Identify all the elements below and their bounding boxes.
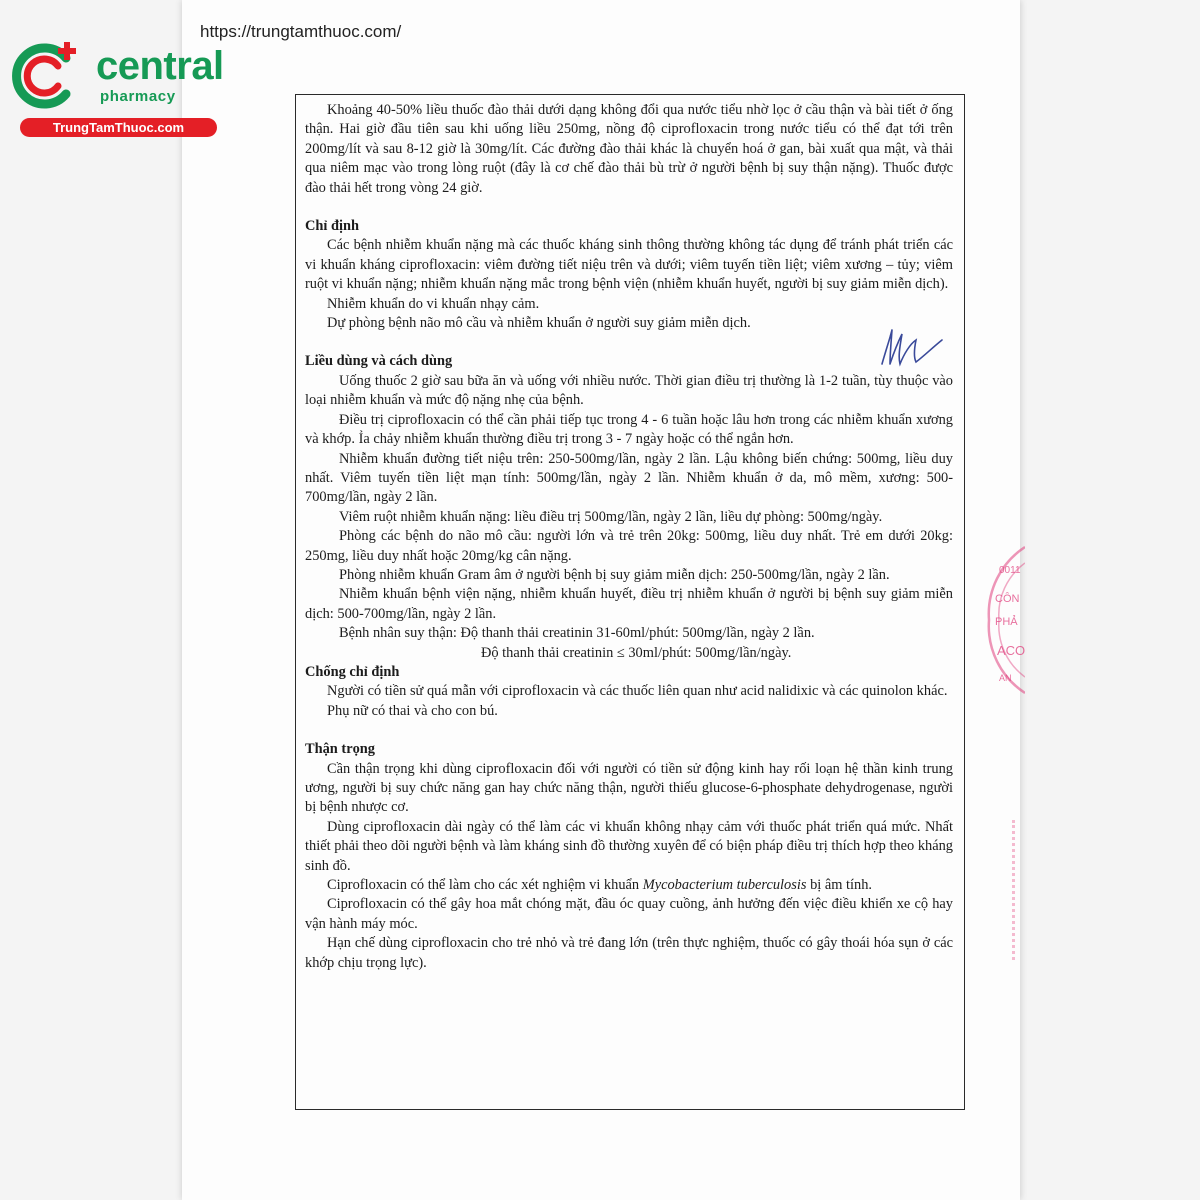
section-heading-chong-chi-dinh: Chống chỉ định: [305, 663, 400, 680]
paragraph: Cần thận trọng khi dùng ciprofloxacin đối với người có tiền sử động kinh hay rối loạn hệ thần kinh trung ương, người bị suy chức năng gan hay chức năng thận, người thiếu glucose-6-phosphate dehydrogenase, người bị bệnh nhược cơ.: [305, 760, 953, 816]
signature-mark: [876, 320, 946, 370]
document-content: [305, 101, 953, 973]
brand-logo[interactable]: [8, 36, 223, 136]
paragraph: Nhiễm khuẩn do vi khuẩn nhạy cảm.: [327, 295, 540, 312]
paragraph: Người có tiền sử quá mẫn với ciprofloxacin và các thuốc liên quan như acid nalidixic và các quinolon khác.: [327, 683, 948, 700]
brand-subtitle: pharmacy: [100, 88, 176, 105]
section-heading-than-trong: Thận trọng: [305, 741, 375, 758]
source-url[interactable]: https://trungtamthuoc.com/: [200, 22, 402, 41]
text-span: Ciprofloxacin có thể làm cho các xét nghiệm vi khuẩn: [327, 877, 640, 894]
italic-organism-name: Mycobacterium tuberculosis: [642, 877, 807, 894]
paragraph: Các bệnh nhiễm khuẩn nặng mà các thuốc kháng sinh thông thường không tác dụng để tránh phát triển các vi khuẩn kháng ciprofloxacin: viêm đường tiết niệu trên và dưới; viêm tuyến tiền liệt; viêm xương – tủy; viêm ruột vi khuẩn nặng; nhiễm khuẩn nặng mắc trong bệnh viện (nhiễm khuẩn huyết, người bị suy giảm miễn dịch).: [305, 237, 953, 293]
section-heading-lieu-dung: Liều dùng và cách dùng: [305, 353, 453, 370]
paragraph: Dùng ciprofloxacin dài ngày có thể làm các vi khuẩn không nhạy cảm với thuốc phát triển quá mức. Nhất thiết phải theo dõi người bệnh và làm kháng sinh đồ thường xuyên để có biện pháp điều trị thích hợp theo kháng sinh đồ.: [305, 818, 953, 874]
brand-name: central: [96, 44, 224, 88]
stamp-fragment: CÔN: [995, 593, 1020, 605]
section-heading-chi-dinh: Chỉ định: [305, 218, 360, 235]
paragraph: Nhiễm khuẩn đường tiết niệu trên: 250-500mg/lần, ngày 2 lần. Lậu không biến chứng: 500mg, liều duy nhất. Viêm tuyến tiền liệt mạn tính: 500mg/lần, ngày 2 lần. Nhiễm khuẩn ở da, mô mềm, xương: 500-700mg/lần, ngày 2 lần.: [305, 450, 953, 506]
stamp-fragment: AN: [999, 673, 1012, 683]
paragraph: Viêm ruột nhiễm khuẩn nặng: liều điều trị 500mg/lần, ngày 2 lần, liều dự phòng: 500mg/ngày.: [339, 508, 883, 525]
paragraph: Phụ nữ có thai và cho con bú.: [327, 702, 498, 719]
stamp-fragment: PHẢ: [995, 616, 1018, 628]
intro-paragraph: Khoảng 40-50% liều thuốc đào thải dưới dạng không đổi qua nước tiểu nhờ lọc ở cầu thận và bài tiết ở ống thận. Hai giờ đầu tiên sau khi uống liều 250mg, nồng độ ciprofloxacin trong nước tiểu có thể đạt tới trên 200mg/lít và sau 8-12 giờ là 30mg/lít. Các đường đào thải khác là chuyển hoá ở gan, bài xuất qua mật, và thải qua niêm mạc vào trong lòng ruột (đây là cơ chế đào thải bù trừ ở người bệnh bị suy thận nặng). Thuốc được đào thải hết trong vòng 24 giờ.: [305, 102, 953, 196]
stamp-fragment: ACO: [997, 643, 1025, 658]
paragraph: Nhiễm khuẩn bệnh viện nặng, nhiễm khuẩn huyết, điều trị nhiễm khuẩn ở người bị bệnh suy giảm miễn dịch: 500-700mg/lần, ngày 2 lần.: [305, 586, 953, 622]
stamp-edge-mark: [1012, 820, 1029, 960]
paragraph: Phòng các bệnh do não mô cầu: người lớn và trẻ trên 20kg: 500mg, liều duy nhất. Trẻ em dưới 20kg: 250mg, liều duy nhất hoặc 20mg/kg cân nặng.: [305, 528, 953, 564]
paragraph: Uống thuốc 2 giờ sau bữa ăn và uống với nhiều nước. Thời gian điều trị thường là 1-2 tuần, tùy thuộc vào loại nhiễm khuẩn và mức độ nặng nhẹ của bệnh.: [305, 372, 953, 409]
central-pharmacy-logo-icon: [8, 36, 86, 114]
site-badge[interactable]: TrungTamThuoc.com: [20, 118, 217, 137]
paragraph: Độ thanh thải creatinin ≤ 30ml/phút: 500mg/lần/ngày.: [481, 644, 792, 661]
paragraph: Bệnh nhân suy thận: Độ thanh thải creatinin 31-60ml/phút: 500mg/lần, ngày 2 lần.: [339, 625, 815, 642]
paragraph: [305, 876, 953, 895]
paragraph: Dự phòng bệnh não mô cầu và nhiễm khuẩn ở người suy giảm miễn dịch.: [327, 315, 751, 332]
paragraph: Điều trị ciprofloxacin có thể cần phải tiếp tục trong 4 - 6 tuần hoặc lâu hơn trong các nhiễm khuẩn xương và khớp. Ỉa chảy nhiễm khuẩn thường điều trị trong 3 - 7 ngày hoặc có thể ngắn hơn.: [305, 411, 953, 448]
paragraph: Ciprofloxacin có thể gây hoa mắt chóng mặt, đầu óc quay cuồng, ảnh hưởng đến việc điều khiển xe cộ hay vận hành máy móc.: [305, 896, 953, 932]
company-stamp: [985, 545, 1025, 695]
paragraph: Phòng nhiễm khuẩn Gram âm ở người bệnh bị suy giảm miễn dịch: 250-500mg/lần, ngày 2 lần.: [339, 566, 890, 583]
text-span: bị âm tính.: [810, 877, 873, 894]
stamp-fragment: 0011: [999, 565, 1021, 576]
paragraph: Hạn chế dùng ciprofloxacin cho trẻ nhỏ và trẻ đang lớn (trên thực nghiệm, thuốc có gây thoái hóa sụn ở các khớp chịu trọng lực).: [305, 935, 953, 971]
